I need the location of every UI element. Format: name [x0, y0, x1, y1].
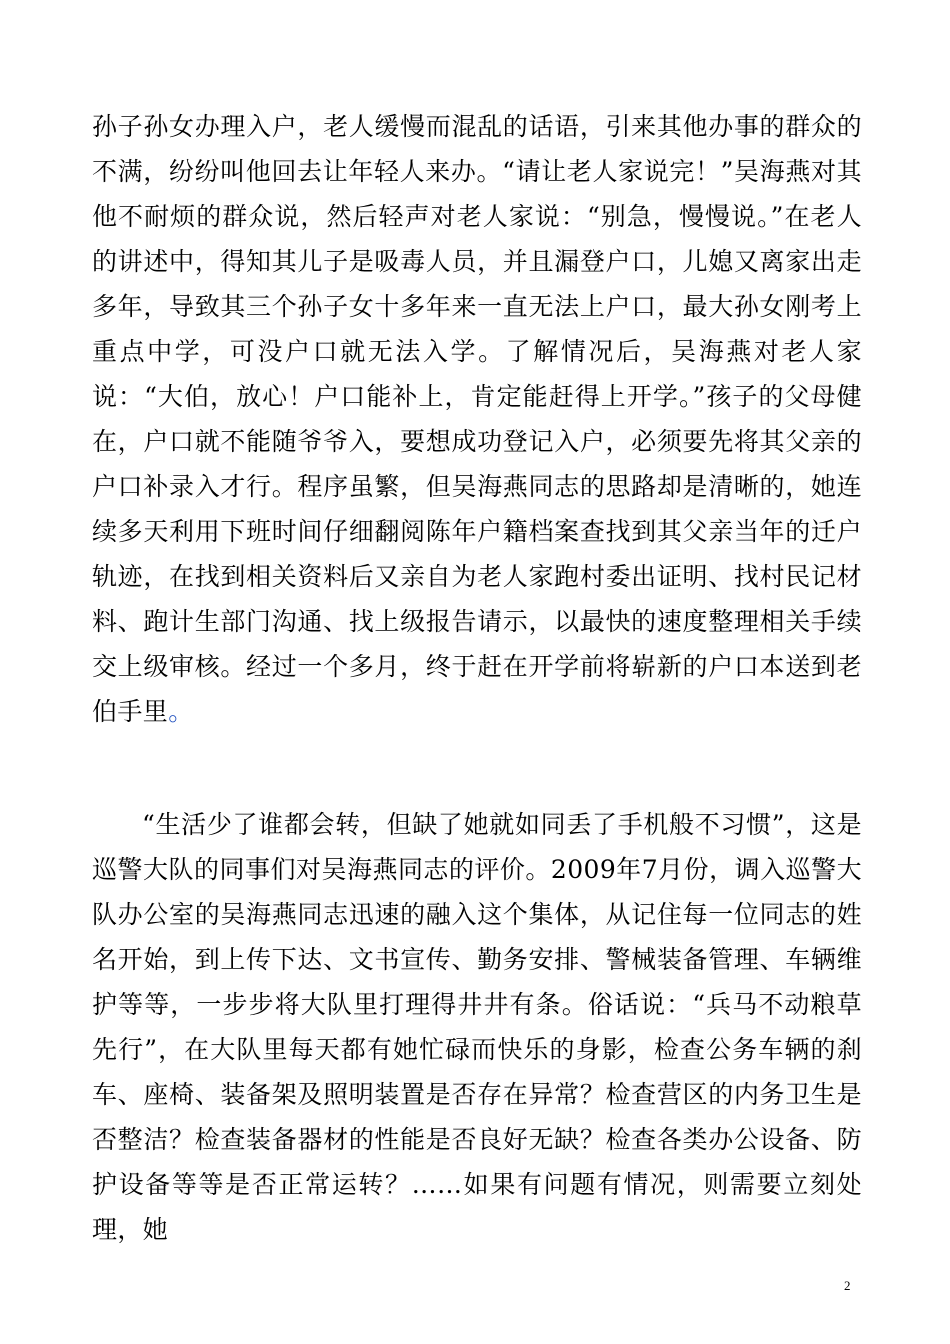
page-number: 2	[844, 1278, 851, 1293]
paragraph-patrol-brigade: “生活少了谁都会转，但缺了她就如同丢了手机般不习惯”，这是巡警大队的同事们对吴海燕同志的评价。2009年7月份，调入巡警大队办公室的吴海燕同志迅速的融入这个集体，从记住每一位同志的姓名开始，到上传下达、文书宣传、勤务安排、警械装备管理、车辆维护等等，一步步将大队里打理得井井有条。俗话说：“兵马不动粮草先行”，在大队里每天都有她忙碌而快乐的身影，检查公务车辆的刹车、座椅、装备架及照明装置是否存在异常？检查营区的内务卫生是否整洁？检查装备器材的性能是否良好无缺？检查各类办公设备、防护设备等等是否正常运转？……如果有问题有情况，则需要立刻处理，她	[92, 810, 862, 1244]
paragraph-1-text: 孙子孙女办理入户，老人缓慢而混乱的话语，引来其他办事的群众的不满，纷纷叫他回去让年轻人来办。“请让老人家说完！”吴海燕对其他不耐烦的群众说，然后轻声对老人家说：“别急，慢慢说。”在老人的讲述中，得知其儿子是吸毒人员，并且漏登户口，儿媳又离家出走多年，导致其三个孙子女十多年来一直无法上户口，最大孙女刚考上重点中学，可没户口就无法入学。了解情况后，吴海燕对老人家说：“大伯，放心！户口能补上，肯定能赶得上开学。”孩子的父母健在，户口就不能随爷爷入，要想成功登记入户，必须要先将其父亲的户口补录入才行。程序虽繁，但吴海燕同志的思路却是清晰的，她连续多天利用下班时间仔细翻阅陈年户籍档案查找到其父亲当年的迁户轨迹，在找到相关资料后又亲自为老人家跑村委出证明、找村民记材料、跑计生部门沟通、找上级报告请示，以最快的速度整理相关手续交上级审核。经过一个多月，终于赶在开学前将崭新的户口本送到老伯手里	[92, 112, 862, 726]
paragraph-household-registration	[92, 104, 862, 734]
paragraph-1-end-mark: 。	[168, 697, 194, 726]
